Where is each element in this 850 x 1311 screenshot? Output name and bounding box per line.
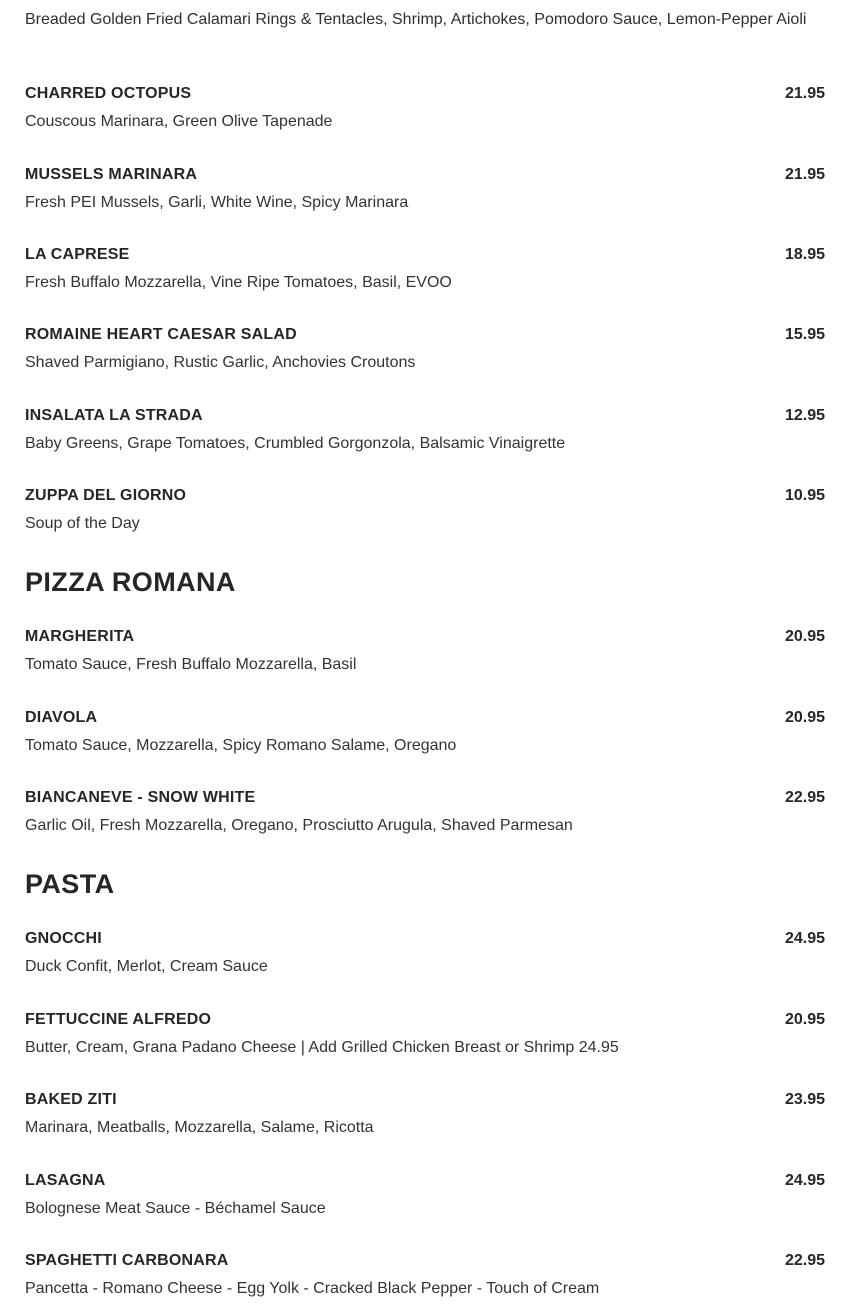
menu-item <box>25 486 825 546</box>
menu-item <box>25 245 825 305</box>
menu-item <box>25 929 825 989</box>
item-description: Pancetta - Romano Cheese - Egg Yolk - Cracked Black Pepper - Touch of Cream <box>25 1280 600 1297</box>
item-name: BAKED ZITI <box>25 1091 117 1108</box>
item-price: 23.95 <box>784 1091 825 1108</box>
item-description: Duck Confit, Merlot, Cream Sauce <box>25 958 268 975</box>
menu-item <box>25 1171 825 1231</box>
item-price: 24.95 <box>784 930 825 947</box>
item-description: Marinara, Meatballs, Mozzarella, Salame, Ricotta <box>25 1119 374 1136</box>
calamari-description: Breaded Golden Fried Calamari Rings & Tentacles, Shrimp, Artichokes, Pomodoro Sauce, Lemon-Pepper Aioli <box>25 11 807 28</box>
item-price: 12.95 <box>784 407 825 424</box>
item-price: 20.95 <box>784 628 825 645</box>
item-name: LA CAPRESE <box>25 246 130 263</box>
item-description: Butter, Cream, Grana Padano Cheese | Add Grilled Chicken Breast or Shrimp 24.95 <box>25 1039 619 1056</box>
item-name: CHARRED OCTOPUS <box>25 85 192 102</box>
menu-item <box>25 165 825 225</box>
item-name: ZUPPA DEL GIORNO <box>25 487 187 504</box>
item-price: 21.95 <box>784 166 825 183</box>
item-price: 22.95 <box>784 1252 825 1269</box>
item-price: 20.95 <box>784 1011 825 1028</box>
menu-item <box>25 1010 825 1070</box>
item-description: Shaved Parmigiano, Rustic Garlic, Anchovies Croutons <box>25 354 416 371</box>
menu-item <box>25 325 825 385</box>
item-description: Tomato Sauce, Fresh Buffalo Mozzarella, Basil <box>25 656 357 673</box>
item-description: Couscous Marinara, Green Olive Tapenade <box>25 113 333 130</box>
item-price: 18.95 <box>784 246 825 263</box>
item-name: GNOCCHI <box>25 930 102 947</box>
section-title-pizza: PIZZA ROMANA <box>25 567 236 597</box>
item-price: 24.95 <box>784 1172 825 1189</box>
item-price: 22.95 <box>784 789 825 806</box>
section-title-pasta: PASTA <box>25 869 115 899</box>
item-price: 20.95 <box>784 709 825 726</box>
item-description: Garlic Oil, Fresh Mozzarella, Oregano, Prosciutto Arugula, Shaved Parmesan <box>25 817 573 834</box>
item-description: Soup of the Day <box>25 515 140 532</box>
item-name: MUSSELS MARINARA <box>25 166 198 183</box>
item-price: 21.95 <box>784 85 825 102</box>
item-name: INSALATA LA STRADA <box>25 407 203 424</box>
item-description: Tomato Sauce, Mozzarella, Spicy Romano Salame, Oregano <box>25 737 457 754</box>
item-name: DIAVOLA <box>25 709 98 726</box>
menu-item <box>25 1090 825 1150</box>
menu-item <box>25 1251 825 1311</box>
item-price: 10.95 <box>784 487 825 504</box>
item-description: Baby Greens, Grape Tomatoes, Crumbled Gorgonzola, Balsamic Vinaigrette <box>25 435 566 452</box>
menu-item <box>25 406 825 466</box>
item-name: FETTUCCINE ALFREDO <box>25 1011 212 1028</box>
item-name: BIANCANEVE - SNOW WHITE <box>25 789 256 806</box>
item-description: Fresh PEI Mussels, Garli, White Wine, Spicy Marinara <box>25 194 409 211</box>
menu-item <box>25 788 825 848</box>
item-description: Fresh Buffalo Mozzarella, Vine Ripe Tomatoes, Basil, EVOO <box>25 274 452 291</box>
menu-item <box>25 627 825 687</box>
item-name: MARGHERITA <box>25 628 135 645</box>
item-name: SPAGHETTI CARBONARA <box>25 1252 229 1269</box>
item-name: LASAGNA <box>25 1172 106 1189</box>
menu-item <box>25 708 825 768</box>
menu-item <box>25 84 825 144</box>
item-name: ROMAINE HEART CAESAR SALAD <box>25 326 297 343</box>
item-description: Bolognese Meat Sauce - Béchamel Sauce <box>25 1200 326 1217</box>
item-price: 15.95 <box>784 326 825 343</box>
